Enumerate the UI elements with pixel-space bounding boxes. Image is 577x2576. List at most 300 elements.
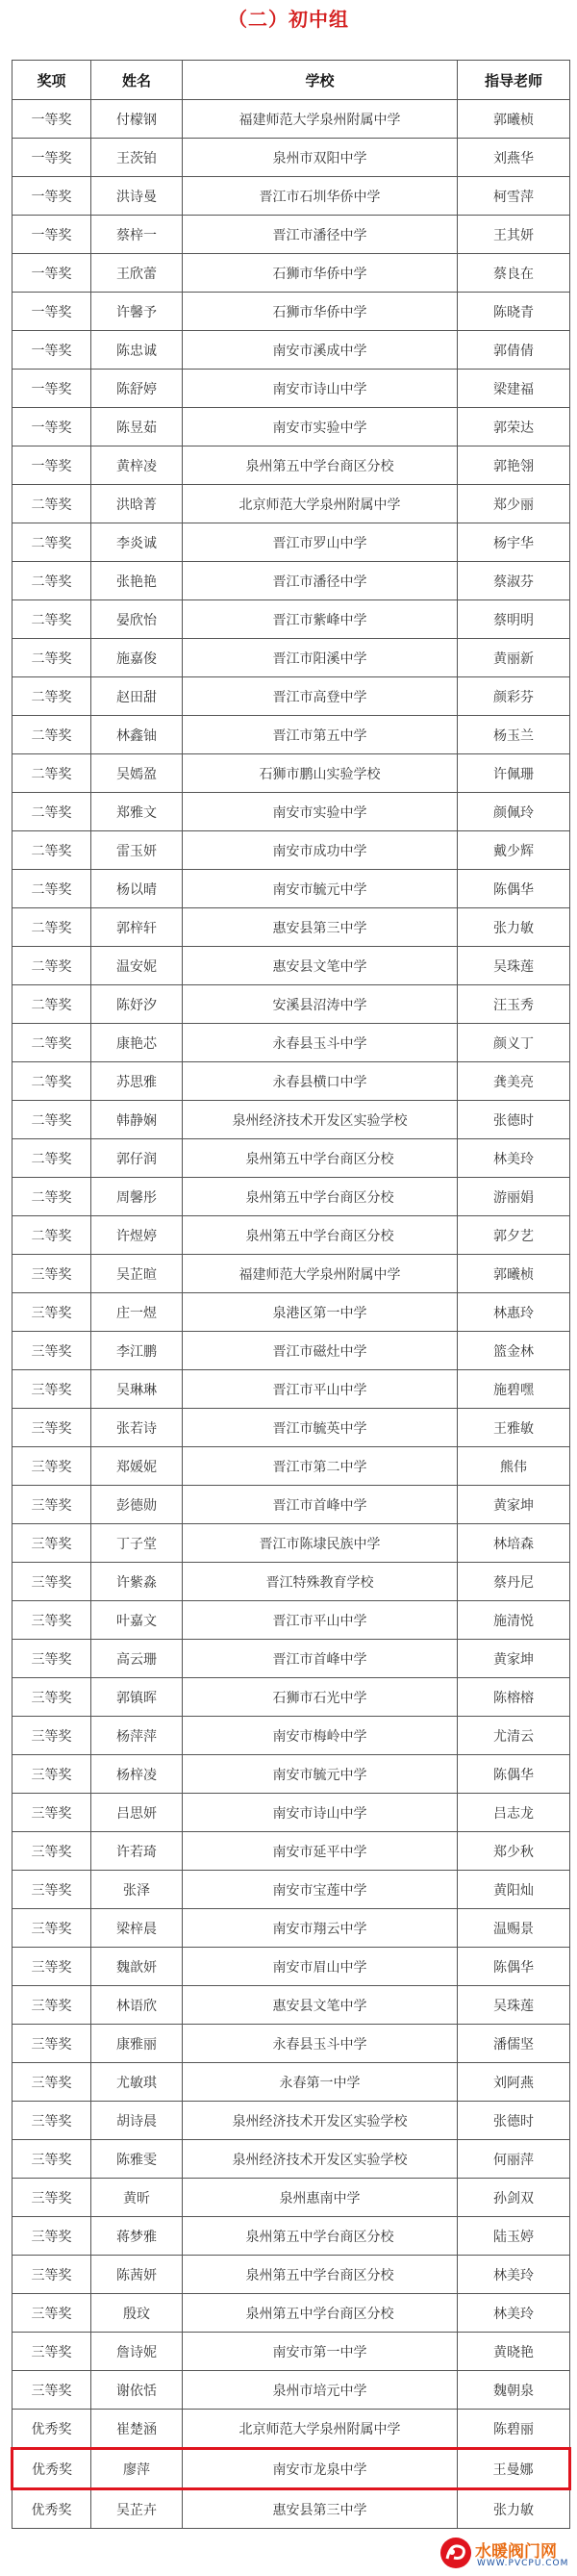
name-cell: 黄昕 (91, 2179, 183, 2217)
school-cell: 晋江特殊教育学校 (183, 1563, 458, 1601)
table-row (13, 139, 570, 177)
school-cell: 泉州经济技术开发区实验学校 (183, 1101, 458, 1139)
name-cell: 康雅丽 (91, 2025, 183, 2063)
section-title: （二）初中组 (228, 8, 349, 31)
name-cell: 韩静娴 (91, 1101, 183, 1139)
teacher-cell: 林美玲 (458, 1139, 570, 1178)
award-cell: 一等奖 (13, 408, 91, 446)
school-cell: 惠安县第三中学 (183, 2489, 458, 2529)
name-cell: 杨萍萍 (91, 1717, 183, 1755)
teacher-cell: 戴少辉 (458, 831, 570, 870)
school-cell: 惠安县文笔中学 (183, 1986, 458, 2025)
teacher-cell: 龚美亮 (458, 1062, 570, 1101)
award-cell: 二等奖 (13, 716, 91, 754)
teacher-cell: 刘燕华 (458, 139, 570, 177)
school-cell: 福建师范大学泉州附属中学 (183, 100, 458, 139)
table-row (13, 331, 570, 370)
name-cell: 施嘉俊 (91, 639, 183, 677)
table-row (13, 177, 570, 216)
award-cell: 三等奖 (13, 2371, 91, 2410)
teacher-cell: 林惠玲 (458, 1293, 570, 1332)
teacher-cell: 蔡明明 (458, 600, 570, 639)
table-row (13, 1447, 570, 1486)
award-cell: 优秀奖 (13, 2410, 91, 2449)
school-cell: 南安市毓元中学 (183, 870, 458, 908)
school-cell: 晋江市首峰中学 (183, 1640, 458, 1678)
school-cell: 南安市成功中学 (183, 831, 458, 870)
name-cell: 魏歆妍 (91, 1948, 183, 1986)
table-row (13, 2256, 570, 2294)
school-cell: 晋江市罗山中学 (183, 523, 458, 562)
teacher-cell: 黄丽新 (458, 639, 570, 677)
name-cell: 黄梓凌 (91, 446, 183, 485)
name-cell: 李炎诚 (91, 523, 183, 562)
name-cell: 谢依恬 (91, 2371, 183, 2410)
school-cell: 泉港区第一中学 (183, 1293, 458, 1332)
award-cell: 一等奖 (13, 100, 91, 139)
school-cell: 晋江市第二中学 (183, 1447, 458, 1486)
table-row (13, 2140, 570, 2179)
table-row (13, 1524, 570, 1563)
school-cell: 泉州经济技术开发区实验学校 (183, 2102, 458, 2140)
name-cell: 陈昱茹 (91, 408, 183, 446)
teacher-cell: 林美玲 (458, 2256, 570, 2294)
table-row (13, 216, 570, 254)
award-cell: 二等奖 (13, 1139, 91, 1178)
table-row (13, 485, 570, 523)
table-row (13, 523, 570, 562)
teacher-cell: 郑少丽 (458, 485, 570, 523)
name-cell: 蒋梦雅 (91, 2217, 183, 2256)
award-cell: 三等奖 (13, 2025, 91, 2063)
name-cell: 洪诗曼 (91, 177, 183, 216)
header-award: 奖项 (13, 61, 91, 100)
table-row (13, 1794, 570, 1832)
name-cell: 郑媛妮 (91, 1447, 183, 1486)
school-cell: 泉州第五中学台商区分校 (183, 1216, 458, 1255)
school-cell: 北京师范大学泉州附属中学 (183, 2410, 458, 2449)
name-cell: 雷玉妍 (91, 831, 183, 870)
award-cell: 三等奖 (13, 1986, 91, 2025)
school-cell: 泉州第五中学台商区分校 (183, 2294, 458, 2333)
name-cell: 胡诗晨 (91, 2102, 183, 2140)
award-cell: 三等奖 (13, 1794, 91, 1832)
name-cell: 郭梓轩 (91, 908, 183, 947)
name-cell: 尤敏琪 (91, 2063, 183, 2102)
table-row (13, 2489, 570, 2529)
award-cell: 二等奖 (13, 793, 91, 831)
table-row (13, 639, 570, 677)
name-cell: 郭镇晖 (91, 1678, 183, 1717)
name-cell: 林语欣 (91, 1986, 183, 2025)
teacher-cell: 蔡丹尼 (458, 1563, 570, 1601)
name-cell: 洪晗菁 (91, 485, 183, 523)
table-row (13, 1139, 570, 1178)
name-cell: 王欣蕾 (91, 254, 183, 293)
award-cell: 一等奖 (13, 331, 91, 370)
award-cell: 三等奖 (13, 1678, 91, 1717)
name-cell: 高云珊 (91, 1640, 183, 1678)
table-row (13, 1601, 570, 1640)
table-row (13, 1986, 570, 2025)
award-cell: 二等奖 (13, 677, 91, 716)
teacher-cell: 郑少秋 (458, 1832, 570, 1871)
table-row (13, 446, 570, 485)
school-cell: 南安市诗山中学 (183, 370, 458, 408)
table-row (13, 1255, 570, 1293)
school-cell: 泉州经济技术开发区实验学校 (183, 2140, 458, 2179)
award-cell: 优秀奖 (13, 2489, 91, 2529)
name-cell: 吕思妍 (91, 1794, 183, 1832)
award-cell: 二等奖 (13, 908, 91, 947)
table-row (13, 293, 570, 331)
table-row (13, 1948, 570, 1986)
teacher-cell: 柯雪萍 (458, 177, 570, 216)
award-cell: 三等奖 (13, 1601, 91, 1640)
award-cell: 三等奖 (13, 2333, 91, 2371)
teacher-cell: 陈偶华 (458, 1948, 570, 1986)
school-cell: 晋江市阳溪中学 (183, 639, 458, 677)
teacher-cell: 温赐景 (458, 1909, 570, 1948)
award-table-container (11, 60, 568, 2529)
school-cell: 永春第一中学 (183, 2063, 458, 2102)
table-row (13, 1293, 570, 1332)
award-cell: 三等奖 (13, 2256, 91, 2294)
teacher-cell: 郭倩倩 (458, 331, 570, 370)
school-cell: 晋江市紫峰中学 (183, 600, 458, 639)
teacher-cell: 杨宇华 (458, 523, 570, 562)
teacher-cell: 张德时 (458, 1101, 570, 1139)
school-cell: 南安市梅岭中学 (183, 1717, 458, 1755)
teacher-cell: 许佩珊 (458, 754, 570, 793)
teacher-cell: 陈晓青 (458, 293, 570, 331)
school-cell: 惠安县第三中学 (183, 908, 458, 947)
name-cell: 许若琦 (91, 1832, 183, 1871)
table-row (13, 1678, 570, 1717)
teacher-cell: 游丽娟 (458, 1178, 570, 1216)
table-row (13, 1909, 570, 1948)
table-row (13, 408, 570, 446)
school-cell: 北京师范大学泉州附属中学 (183, 485, 458, 523)
watermark-url: WWW.PVCPU.COM (477, 2559, 569, 2568)
school-cell: 泉州市双阳中学 (183, 139, 458, 177)
header-teacher: 指导老师 (458, 61, 570, 100)
table-row (13, 754, 570, 793)
table-row (13, 1563, 570, 1601)
teacher-cell: 王雅敏 (458, 1409, 570, 1447)
award-cell: 三等奖 (13, 1409, 91, 1447)
award-cell: 三等奖 (13, 1370, 91, 1409)
school-cell: 晋江市高登中学 (183, 677, 458, 716)
table-row (13, 1370, 570, 1409)
table-header-row (13, 61, 570, 100)
school-cell: 晋江市平山中学 (183, 1370, 458, 1409)
name-cell: 晏欣怡 (91, 600, 183, 639)
table-row (13, 677, 570, 716)
table-body (13, 100, 570, 2529)
pipe-logo-icon (439, 2536, 473, 2570)
award-cell: 三等奖 (13, 2294, 91, 2333)
teacher-cell: 吴珠莲 (458, 1986, 570, 2025)
school-cell: 泉州第五中学台商区分校 (183, 446, 458, 485)
school-cell: 晋江市石圳华侨中学 (183, 177, 458, 216)
name-cell: 蔡梓一 (91, 216, 183, 254)
award-cell: 三等奖 (13, 1255, 91, 1293)
name-cell: 崔楚涵 (91, 2410, 183, 2449)
name-cell: 林鑫铀 (91, 716, 183, 754)
name-cell: 张艳艳 (91, 562, 183, 600)
table-row (13, 1062, 570, 1101)
teacher-cell: 吕志龙 (458, 1794, 570, 1832)
teacher-cell: 杨玉兰 (458, 716, 570, 754)
name-cell: 李江鹏 (91, 1332, 183, 1370)
award-cell: 一等奖 (13, 370, 91, 408)
teacher-cell: 魏朝泉 (458, 2371, 570, 2410)
table-row (13, 1832, 570, 1871)
school-cell: 石狮市华侨中学 (183, 254, 458, 293)
award-cell: 三等奖 (13, 1755, 91, 1794)
teacher-cell: 陈偶华 (458, 1755, 570, 1794)
school-cell: 南安市第一中学 (183, 2333, 458, 2371)
table-row (13, 2102, 570, 2140)
award-cell: 三等奖 (13, 1640, 91, 1678)
name-cell: 赵田甜 (91, 677, 183, 716)
school-cell: 永春县玉斗中学 (183, 2025, 458, 2063)
watermark (439, 2536, 573, 2570)
school-cell: 晋江市平山中学 (183, 1601, 458, 1640)
teacher-cell: 蔡良在 (458, 254, 570, 293)
school-cell: 晋江市第五中学 (183, 716, 458, 754)
teacher-cell: 郭曦桢 (458, 1255, 570, 1293)
school-cell: 石狮市鹏山实验学校 (183, 754, 458, 793)
award-cell: 三等奖 (13, 1447, 91, 1486)
award-cell: 三等奖 (13, 1871, 91, 1909)
name-cell: 陈妤汐 (91, 985, 183, 1024)
table-row (13, 1409, 570, 1447)
teacher-cell: 郭夕艺 (458, 1216, 570, 1255)
table-row (13, 1871, 570, 1909)
school-cell: 泉州第五中学台商区分校 (183, 1178, 458, 1216)
school-cell: 晋江市磁灶中学 (183, 1332, 458, 1370)
name-cell: 周馨彤 (91, 1178, 183, 1216)
table-row (13, 985, 570, 1024)
award-cell: 三等奖 (13, 2063, 91, 2102)
name-cell: 庄一煜 (91, 1293, 183, 1332)
table-row-highlighted (13, 2449, 570, 2489)
teacher-cell: 熊伟 (458, 1447, 570, 1486)
teacher-cell: 陈偶华 (458, 870, 570, 908)
table-row (13, 831, 570, 870)
teacher-cell: 颜佩玲 (458, 793, 570, 831)
award-cell: 一等奖 (13, 139, 91, 177)
school-cell: 南安市龙泉中学 (183, 2449, 458, 2489)
award-cell: 三等奖 (13, 1717, 91, 1755)
award-cell: 二等奖 (13, 831, 91, 870)
teacher-cell: 蔡淑芬 (458, 562, 570, 600)
award-cell: 一等奖 (13, 254, 91, 293)
name-cell: 陈雅雯 (91, 2140, 183, 2179)
award-cell: 三等奖 (13, 1524, 91, 1563)
table-row (13, 1717, 570, 1755)
school-cell: 南安市眉山中学 (183, 1948, 458, 1986)
table-row (13, 254, 570, 293)
name-cell: 吴芷卉 (91, 2489, 183, 2529)
table-row (13, 1486, 570, 1524)
table-row (13, 2179, 570, 2217)
award-cell: 二等奖 (13, 754, 91, 793)
teacher-cell: 何丽萍 (458, 2140, 570, 2179)
award-cell: 三等奖 (13, 1832, 91, 1871)
award-cell: 三等奖 (13, 1948, 91, 1986)
table-row (13, 1178, 570, 1216)
school-cell: 南安市翔云中学 (183, 1909, 458, 1948)
name-cell: 梁梓晨 (91, 1909, 183, 1948)
name-cell: 吴芷暄 (91, 1255, 183, 1293)
award-cell: 三等奖 (13, 1332, 91, 1370)
name-cell: 陈忠诚 (91, 331, 183, 370)
school-cell: 福建师范大学泉州附属中学 (183, 1255, 458, 1293)
teacher-cell: 郭荣达 (458, 408, 570, 446)
award-cell: 三等奖 (13, 1293, 91, 1332)
table-row (13, 1332, 570, 1370)
table-row (13, 2294, 570, 2333)
name-cell: 陈茜妍 (91, 2256, 183, 2294)
table-row (13, 908, 570, 947)
name-cell: 廖萍 (91, 2449, 183, 2489)
school-cell: 南安市毓元中学 (183, 1755, 458, 1794)
school-cell: 南安市实验中学 (183, 408, 458, 446)
teacher-cell: 张力敏 (458, 2489, 570, 2529)
school-cell: 晋江市潘径中学 (183, 216, 458, 254)
teacher-cell: 林培森 (458, 1524, 570, 1563)
award-cell: 二等奖 (13, 600, 91, 639)
school-cell: 石狮市华侨中学 (183, 293, 458, 331)
name-cell: 温安妮 (91, 947, 183, 985)
teacher-cell: 黄阳灿 (458, 1871, 570, 1909)
teacher-cell: 黄家坤 (458, 1640, 570, 1678)
teacher-cell: 颜义丁 (458, 1024, 570, 1062)
teacher-cell: 颜彩芬 (458, 677, 570, 716)
award-cell: 一等奖 (13, 293, 91, 331)
school-cell: 安溪县沼涛中学 (183, 985, 458, 1024)
name-cell: 付檬钢 (91, 100, 183, 139)
name-cell: 陈舒婷 (91, 370, 183, 408)
table-row (13, 870, 570, 908)
table-row (13, 1640, 570, 1678)
teacher-cell: 张力敏 (458, 908, 570, 947)
table-row (13, 2025, 570, 2063)
teacher-cell: 施清悦 (458, 1601, 570, 1640)
watermark-brand: 水暖阀门网 (475, 2542, 557, 2562)
school-cell: 晋江市陈埭民族中学 (183, 1524, 458, 1563)
name-cell: 郭仔润 (91, 1139, 183, 1178)
table-row (13, 2063, 570, 2102)
name-cell: 张泽 (91, 1871, 183, 1909)
table-row (13, 100, 570, 139)
teacher-cell: 林美玲 (458, 2294, 570, 2333)
teacher-cell: 刘阿燕 (458, 2063, 570, 2102)
teacher-cell: 吴珠莲 (458, 947, 570, 985)
table-row (13, 716, 570, 754)
school-cell: 南安市延平中学 (183, 1832, 458, 1871)
name-cell: 许馨予 (91, 293, 183, 331)
table-row (13, 2217, 570, 2256)
name-cell: 吴嫣盈 (91, 754, 183, 793)
award-cell: 二等奖 (13, 1024, 91, 1062)
award-cell: 一等奖 (13, 216, 91, 254)
award-cell: 优秀奖 (13, 2449, 91, 2489)
table-row (13, 370, 570, 408)
table-row (13, 1024, 570, 1062)
award-cell: 二等奖 (13, 562, 91, 600)
school-cell: 南安市溪成中学 (183, 331, 458, 370)
award-cell: 三等奖 (13, 1563, 91, 1601)
name-cell: 康艳芯 (91, 1024, 183, 1062)
school-cell: 晋江市首峰中学 (183, 1486, 458, 1524)
school-cell: 南安市宝莲中学 (183, 1871, 458, 1909)
award-cell: 三等奖 (13, 2140, 91, 2179)
table-row (13, 1216, 570, 1255)
school-cell: 泉州惠南中学 (183, 2179, 458, 2217)
name-cell: 杨梓凌 (91, 1755, 183, 1794)
award-cell: 二等奖 (13, 985, 91, 1024)
teacher-cell: 篮金林 (458, 1332, 570, 1370)
school-cell: 泉州第五中学台商区分校 (183, 2217, 458, 2256)
award-cell: 三等奖 (13, 2102, 91, 2140)
award-cell: 二等奖 (13, 870, 91, 908)
award-cell: 一等奖 (13, 446, 91, 485)
school-cell: 晋江市毓英中学 (183, 1409, 458, 1447)
header-name: 姓名 (91, 61, 183, 100)
teacher-cell: 尤清云 (458, 1717, 570, 1755)
table-row (13, 562, 570, 600)
school-cell: 南安市实验中学 (183, 793, 458, 831)
teacher-cell: 王其妍 (458, 216, 570, 254)
school-cell: 泉州第五中学台商区分校 (183, 2256, 458, 2294)
teacher-cell: 陆玉婷 (458, 2217, 570, 2256)
name-cell: 杨以晴 (91, 870, 183, 908)
name-cell: 殷玟 (91, 2294, 183, 2333)
school-cell: 石狮市石光中学 (183, 1678, 458, 1717)
name-cell: 丁子堂 (91, 1524, 183, 1563)
teacher-cell: 郭艳翎 (458, 446, 570, 485)
teacher-cell: 汪玉秀 (458, 985, 570, 1024)
award-cell: 二等奖 (13, 485, 91, 523)
name-cell: 苏思雅 (91, 1062, 183, 1101)
name-cell: 许紫淼 (91, 1563, 183, 1601)
teacher-cell: 潘儒坚 (458, 2025, 570, 2063)
table-row (13, 947, 570, 985)
award-cell: 二等奖 (13, 1101, 91, 1139)
award-cell: 二等奖 (13, 1062, 91, 1101)
award-cell: 三等奖 (13, 2179, 91, 2217)
school-cell: 永春县玉斗中学 (183, 1024, 458, 1062)
name-cell: 许煜婷 (91, 1216, 183, 1255)
table-row (13, 2410, 570, 2449)
name-cell: 王茨铂 (91, 139, 183, 177)
table-row (13, 793, 570, 831)
table-row (13, 600, 570, 639)
award-cell: 二等奖 (13, 523, 91, 562)
teacher-cell: 陈榕榕 (458, 1678, 570, 1717)
name-cell: 吴琳琳 (91, 1370, 183, 1409)
award-cell: 二等奖 (13, 1178, 91, 1216)
header-school: 学校 (183, 61, 458, 100)
teacher-cell: 陈碧丽 (458, 2410, 570, 2449)
teacher-cell: 施碧嘿 (458, 1370, 570, 1409)
table-row (13, 1755, 570, 1794)
table-row (13, 1101, 570, 1139)
